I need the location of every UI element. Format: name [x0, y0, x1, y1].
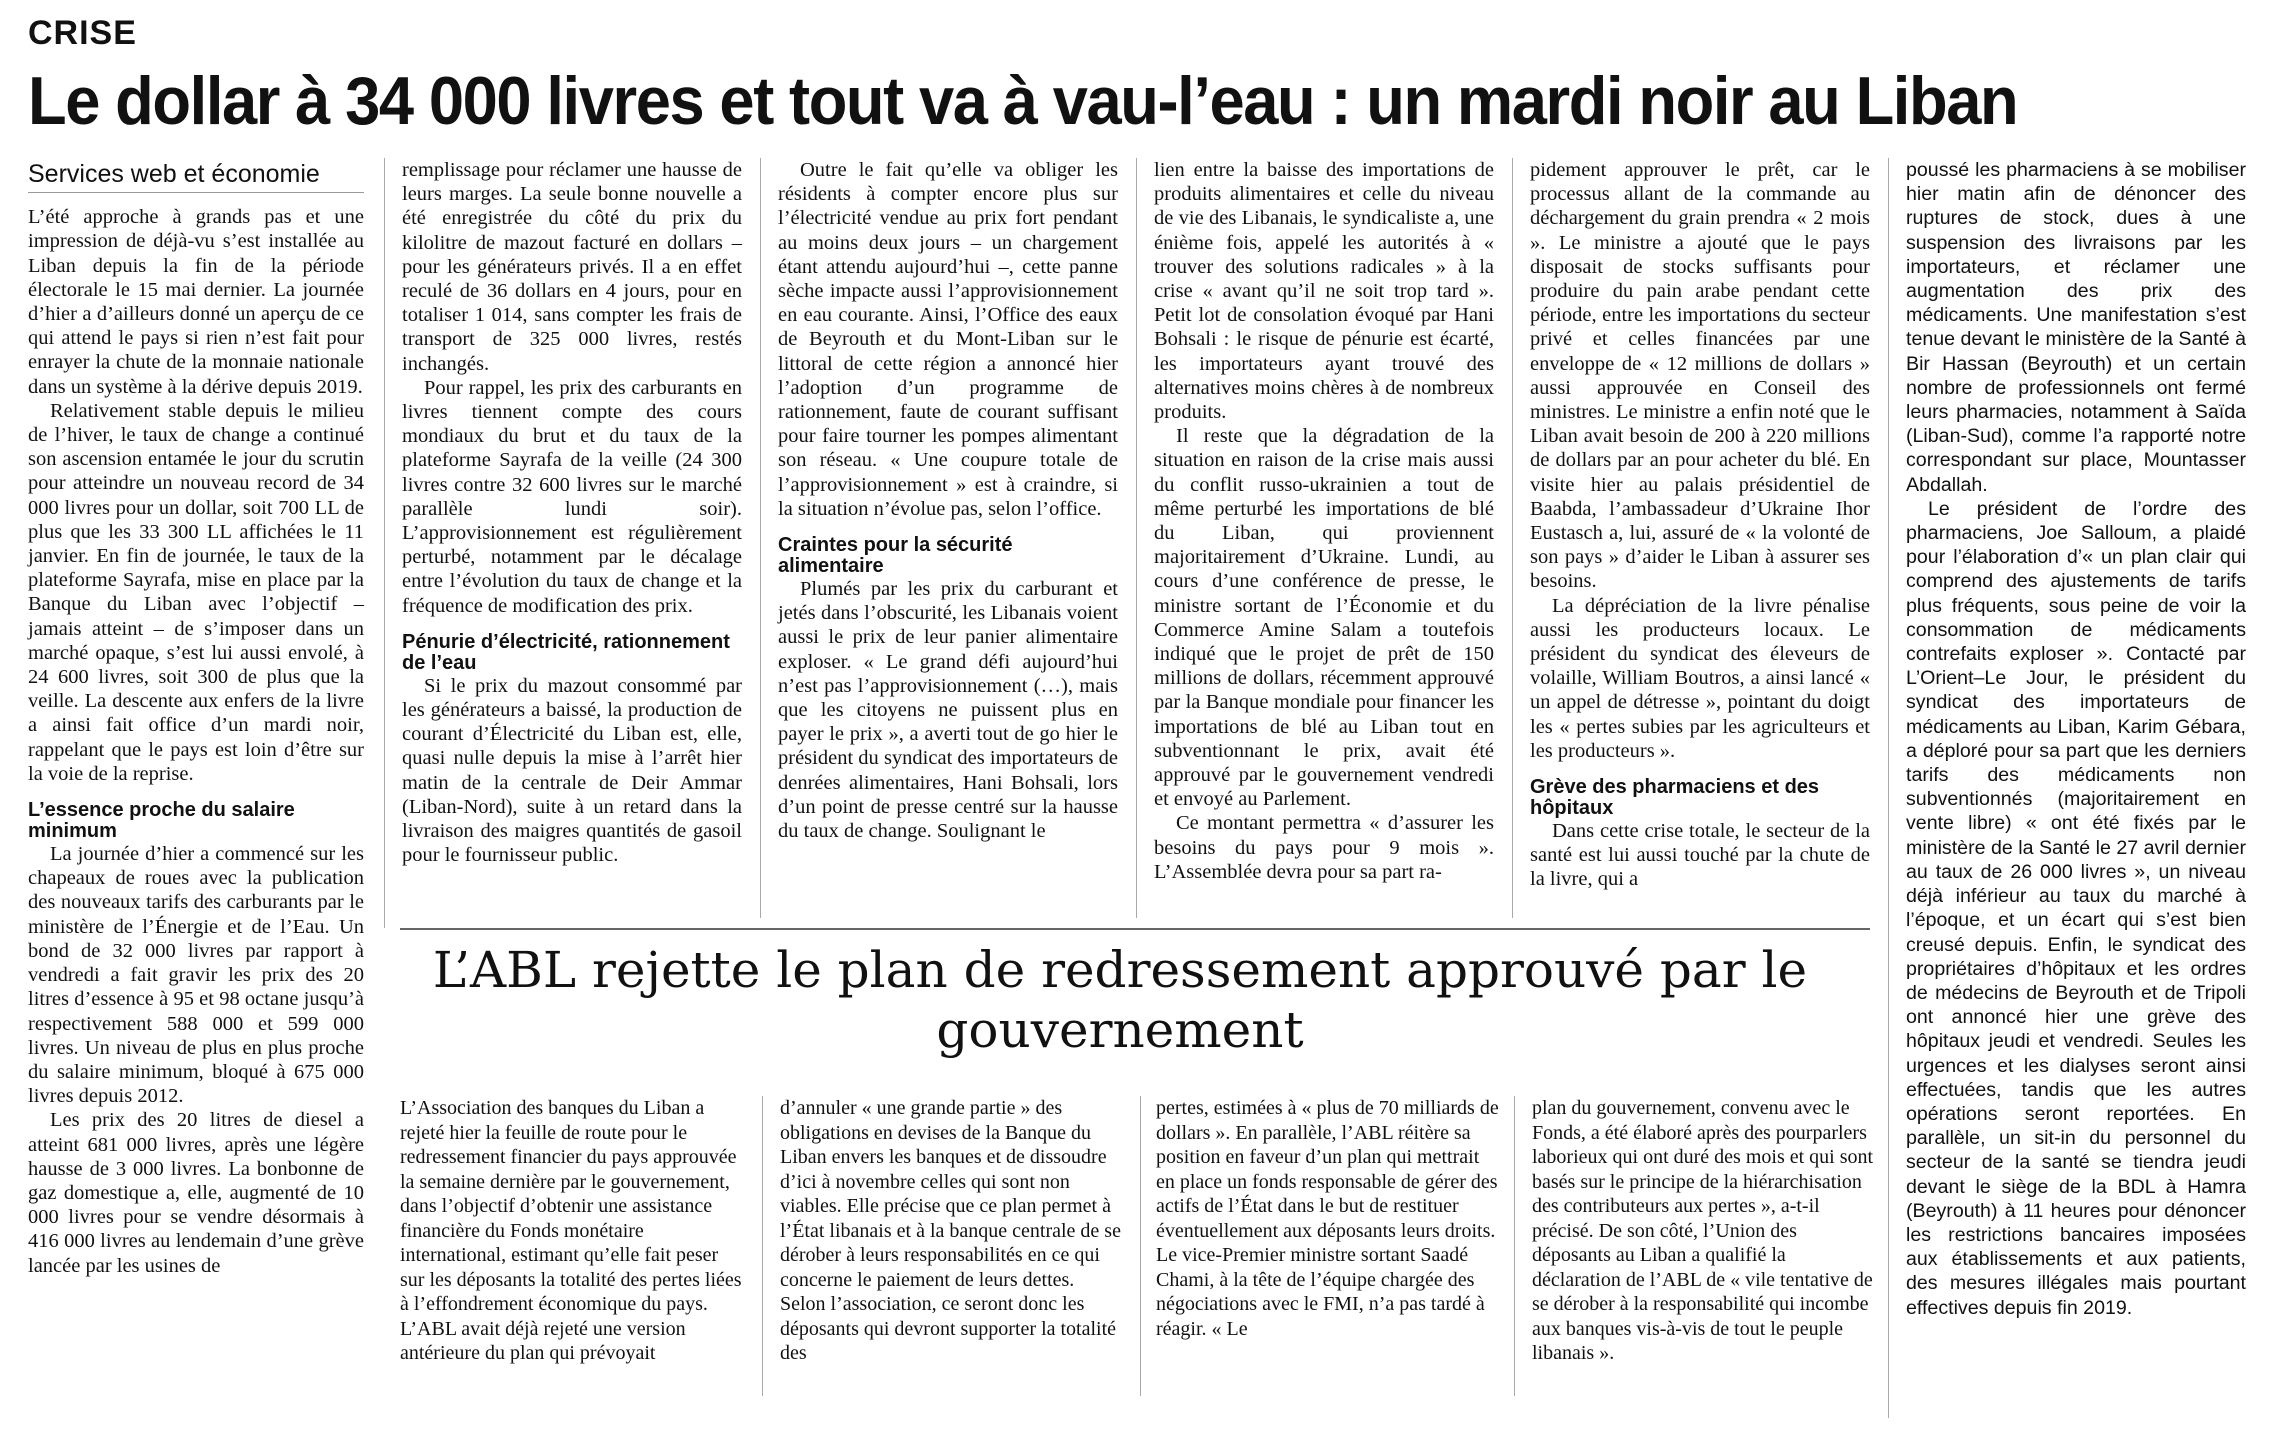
paragraph: Ce montant permettra « d’assurer les besoins du pays pour 9 mois ». L’Assemblée devra pour sa part ra- [1154, 812, 1494, 883]
paragraph: Le président de l’ordre des pharmaciens, Joe Salloum, a plaidé pour l’élaboration d’« un plan clair qui comprend des ajustements de tarifs plus fréquents, sous peine de voir la consommation de médicaments contrefaits exploser ». Contacté par L’Orient–Le Jour, le président du syndicat des importateurs de médicaments au Liban, Karim Gébara, a déploré pour sa part que les derniers tarifs des médicaments non subventionnés (majoritairement en vente libre) « ont été fixés par le ministère de la Santé le 27 avril dernier au taux de 26 000 livres », un niveau déjà inférieur au taux du marché à l’époque, et un écart qui s’est bien creusé depuis. Enfin, le syndicat des propriétaires d’hôpitaux et les ordres de médecins de Beyrouth et de Tripoli ont annoncé hier une grève des hôpitaux jeudi et vendredi. Seules les urgences et les dialyses seront ainsi effectuées, tandis que les autres opérations seront reportées. En parallèle, un sit-in du personnel du secteur de la santé se tiendra jeudi devant le siège de la BDL à Hamra (Beyrouth) à 11 heures pour dénoncer les restrictions bancaires imposées aux établissements et aux patients, des mesures illégales mais pourtant effectives depuis fin 2019. [1906, 497, 2246, 1319]
paragraph: Relativement stable depuis le milieu de l’hiver, le taux de change a continué son ascension entamée le jour du scrutin pour atteindre un nouveau record de 34 000 livres pour un dollar, soit 700 LL de plus que les 33 300 LL affichées le 11 janvier. En fin de journée, le taux de la plateforme Sayrafa, mise en place par la Banque du Liban avec l’objectif – jamais atteint – de s’imposer dans un marché opaque, s’est lui aussi envolé, à 24 600 livres, soit 300 de plus que la veille. La descente aux enfers de la livre a ainsi fait office d’un mardi noir, rappelant que le pays est loin d’être sur la voie de la reprise. [28, 399, 364, 785]
paragraph: La journée d’hier a commencé sur les chapeaux de roues avec la publication des nouveaux tarifs des carburants par le ministère de l’Énergie et de l’Eau. Un bond de 32 000 livres par rapport à vendredi a fait gravir les prix des 20 litres d’essence à 95 et 98 octane jusqu’à respectivement 588 000 et 599 000 livres. Un niveau de plus en plus proche du salaire minimum, bloqué à 675 000 livres depuis 2012. [28, 843, 364, 1108]
subheading: Grève des pharmaciens et des hôpitaux [1530, 776, 1820, 820]
paragraph: Pour rappel, les prix des carburants en livres tiennent compte des cours mondiaux du brut et du taux de la plateforme Sayrafa de la veille (24 300 livres contre 32 600 livres sur le marché parallèle lundi soir). L’approvisionnement est régulièrement perturbé, notamment par le décalage entre l’évolution du taux de change et la fréquence de modification des prix. [402, 376, 742, 617]
inset-top-rule [400, 928, 1870, 930]
column-divider [384, 158, 385, 928]
inset-column-3 [1156, 1096, 1500, 1341]
inset-column-4 [1532, 1096, 1876, 1366]
paragraph: L’été approche à grands pas et une impression de déjà-vu s’est installée au Liban depuis la fin de la période électorale le 15 mai dernier. La journée d’hier a d’ailleurs donné un aperçu de ce qui attend le pays si rien n’est fait pour enrayer la chute de la monnaie nationale dans un système à la dérive depuis 2019. [28, 206, 364, 398]
paragraph: Outre le fait qu’elle va obliger les résidents à compter encore plus sur l’électricité vendue au prix fort pendant au moins deux jours – un chargement étant attendu aujourd’hui –, cette panne sèche impacte aussi l’approvisionnement en eau courante. Ainsi, l’Office des eaux de Beyrouth et du Mont-Liban sur le littoral de cette région a annoncé hier l’adoption d’un programme de rationnement, faute de courant suffisant pour faire tourner les pompes alimentant son réseau. « Une coupure totale de l’approvisionnement » est à craindre, si la situation n’évolue pas, selon l’office. [778, 159, 1118, 520]
article-column-4 [1154, 158, 1494, 884]
paragraph: Dans cette crise totale, le secteur de la santé est lui aussi touché par la chute de la livre, qui a [1530, 820, 1870, 891]
paragraph: Plumés par les prix du carburant et jetés dans l’obscurité, les Libanais voient aussi le prix de leur panier alimentaire exploser. « Le grand défi aujourd’hui n’est pas l’approvisionnement (…), mais que les citoyens ne puissent plus en payer le prix », a averti tout de go hier le président du syndicat des importateurs de denrées alimentaires, Hani Bohsali, lors d’un point de presse centré sur la hausse du taux de change. Soulignant le [778, 578, 1118, 843]
column-divider [1512, 158, 1513, 918]
paragraph: La dépréciation de la livre pénalise aussi les producteurs locaux. Le président du syndicat des éleveurs de volaille, William Boutros, a ainsi lancé « un appel de détresse », pointant du doigt les « pertes subies par les agriculteurs et les producteurs ». [1530, 594, 1870, 762]
paragraph: L’Association des banques du Liban a rejeté hier la feuille de route pour le redressement financier du pays approuvée la semaine dernière par le gouvernement, dans l’objectif d’obtenir une assistance financière du Fonds monétaire international, estimant qu’elle fait peser sur les déposants la totalité des pertes liées à l’effondrement économique du pays. L’ABL avait déjà rejeté une version antérieure du plan qui prévoyait [400, 1097, 742, 1364]
label-divider [28, 192, 364, 193]
paragraph: d’annuler « une grande partie » des obligations en devises de la Banque du Liban envers les banques et de dissoudre d’ici à novembre celles qui sont non viables. Elle précise que ce plan permet à l’État libanais et à la banque centrale de se dérober à leurs responsabilités en ce qui concerne le paiement de leurs dettes. Selon l’association, ce seront donc les déposants qui devront supporter la totalité des [780, 1097, 1121, 1364]
inset-column-2 [780, 1096, 1124, 1366]
column-divider [1888, 158, 1889, 1418]
column-divider [762, 1096, 763, 1396]
paragraph: pertes, estimées à « plus de 70 milliards de dollars ». En parallèle, l’ABL réitère sa position en faveur d’un plan qui mettrait en place un fonds responsable de gérer des actifs de l’État dans le but de restituer éventuellement aux déposants leurs droits. Le vice-Premier ministre sortant Saadé Chami, à la tête de l’équipe chargée des négociations avec le FMI, n’a pas tardé à réagir. « Le [1156, 1097, 1499, 1340]
inset-headline: L’ABL rejette le plan de redressement approuvé par le gouvernement [432, 941, 1808, 1059]
paragraph: poussé les pharmaciens à se mobiliser hier matin afin de dénoncer des ruptures de stock, dues à une suspension des livraisons par les importateurs, et réclamer une augmentation des prix des médicaments. Une manifestation s’est tenue devant le ministère de la Santé à Bir Hassan (Beyrouth) et un certain nombre de professionnels ont fermé leurs pharmacies, notamment à Saïda (Liban-Sud), comme l’a rapporté notre correspondant sur place, Mountasser Abdallah. [1906, 159, 2246, 496]
main-headline: Le dollar à 34 000 livres et tout va à vau-l’eau : un mardi noir au Liban [28, 63, 2018, 139]
paragraph: Il reste que la dégradation de la situation en raison de la crise mais aussi du conflit russo-ukrainien a tout de même perturbé les importations de blé du Liban, qui proviennent majoritairement d’Ukraine. Lundi, au cours d’une conférence de presse, le ministre sortant de l’Économie et du Commerce Amine Salam a toutefois indiqué que le projet de prêt de 150 millions de dollars, récemment approuvé par la Banque mondiale pour financer les importations de blé au Liban tout en subventionnant le prix, avait été approuvé par le gouvernement vendredi et envoyé au Parlement. [1154, 425, 1494, 811]
article-column-3 [778, 158, 1118, 843]
article-column-5 [1530, 158, 1870, 892]
section-kicker: CRISE [28, 14, 137, 52]
column-divider [760, 158, 761, 918]
subheading: Craintes pour la sécurité alimentaire [778, 534, 1013, 578]
article-column-6 [1906, 158, 2246, 1320]
article-column-1 [28, 158, 364, 1278]
column-divider [1140, 1096, 1141, 1396]
section-label: Services web et économie [28, 160, 320, 188]
paragraph: pidement approuver le prêt, car le processus allant de la commande au déchargement du grain prendra « 2 mois ». Le ministre a ajouté que le pays disposait de stocks suffisants pour produire du pain arabe pendant cette période, entre les importations du secteur privé et celles financées par une enveloppe de « 12 millions de dollars » aussi approuvée en Conseil des ministres. Le ministre a enfin noté que le Liban avait besoin de 200 à 220 millions de dollars par an pour acheter du blé. En visite hier au palais présidentiel de Baabda, l’ambassadeur d’Ukraine Ihor Eustasch a, lui, assuré de « la volonté de son pays » d’aider le Liban à assurer ses besoins. [1530, 159, 1870, 593]
article-column-2 [402, 158, 742, 867]
paragraph: remplissage pour réclamer une hausse de leurs marges. La seule bonne nouvelle a été enregistrée du côté du prix du kilolitre de mazout facturé en dollars – pour les générateurs privés. Il a en effet reculé de 36 dollars en 4 jours, pour en totaliser 1 014, sans compter les frais de transport de 325 000 livres, restés inchangés. [402, 159, 742, 375]
column-divider [1514, 1096, 1515, 1396]
paragraph: plan du gouvernement, convenu avec le Fonds, a été élaboré après des pourparlers laborieux qui ont duré des mois et qui sont basés sur le principe de la hiérarchisation des contributeurs aux pertes », a-t-il précisé. De son côté, l’Union des déposants au Liban a qualifié la déclaration de l’ABL de « vile tentative de se dérober à la responsabilité qui incombe aux banques vis-à-vis de tout le peuple libanais ». [1532, 1097, 1874, 1364]
inset-column-1 [400, 1096, 744, 1366]
paragraph: Si le prix du mazout consommé par les générateurs a baissé, la production de courant d’Électricité du Liban est, elle, quasi nulle depuis la mise à l’arrêt hier matin de la centrale de Deir Ammar (Liban-Nord), suite à un retard dans la livraison des maigres quantités de gasoil pour le fournisseur public. [402, 674, 742, 867]
column-divider [1136, 158, 1137, 918]
paragraph: lien entre la baisse des importations de produits alimentaires et celle du niveau de vie des Libanais, le syndicaliste a, une énième fois, appelé les autorités à « trouver des solutions radicales » à la crise « avant qu’il ne soit trop tard ». Petit lot de consolation évoqué par Hani Bohsali : le risque de pénurie est écarté, les importateurs ayant trouvé des alternatives moins chères à de nombreux produits. [1154, 159, 1494, 424]
paragraph: Les prix des 20 litres de diesel a atteint 681 000 livres, après une légère hausse de 3 000 livres. La bonbonne de gaz domestique a, elle, augmenté de 10 000 livres pour se vendre désormais à 416 000 livres au lendemain d’une grève lancée par les usines de [28, 1109, 364, 1277]
subheading: L’essence proche du salaire minimum [28, 799, 295, 843]
subheading: Pénurie d’électricité, rationnement de l’eau [402, 630, 730, 674]
